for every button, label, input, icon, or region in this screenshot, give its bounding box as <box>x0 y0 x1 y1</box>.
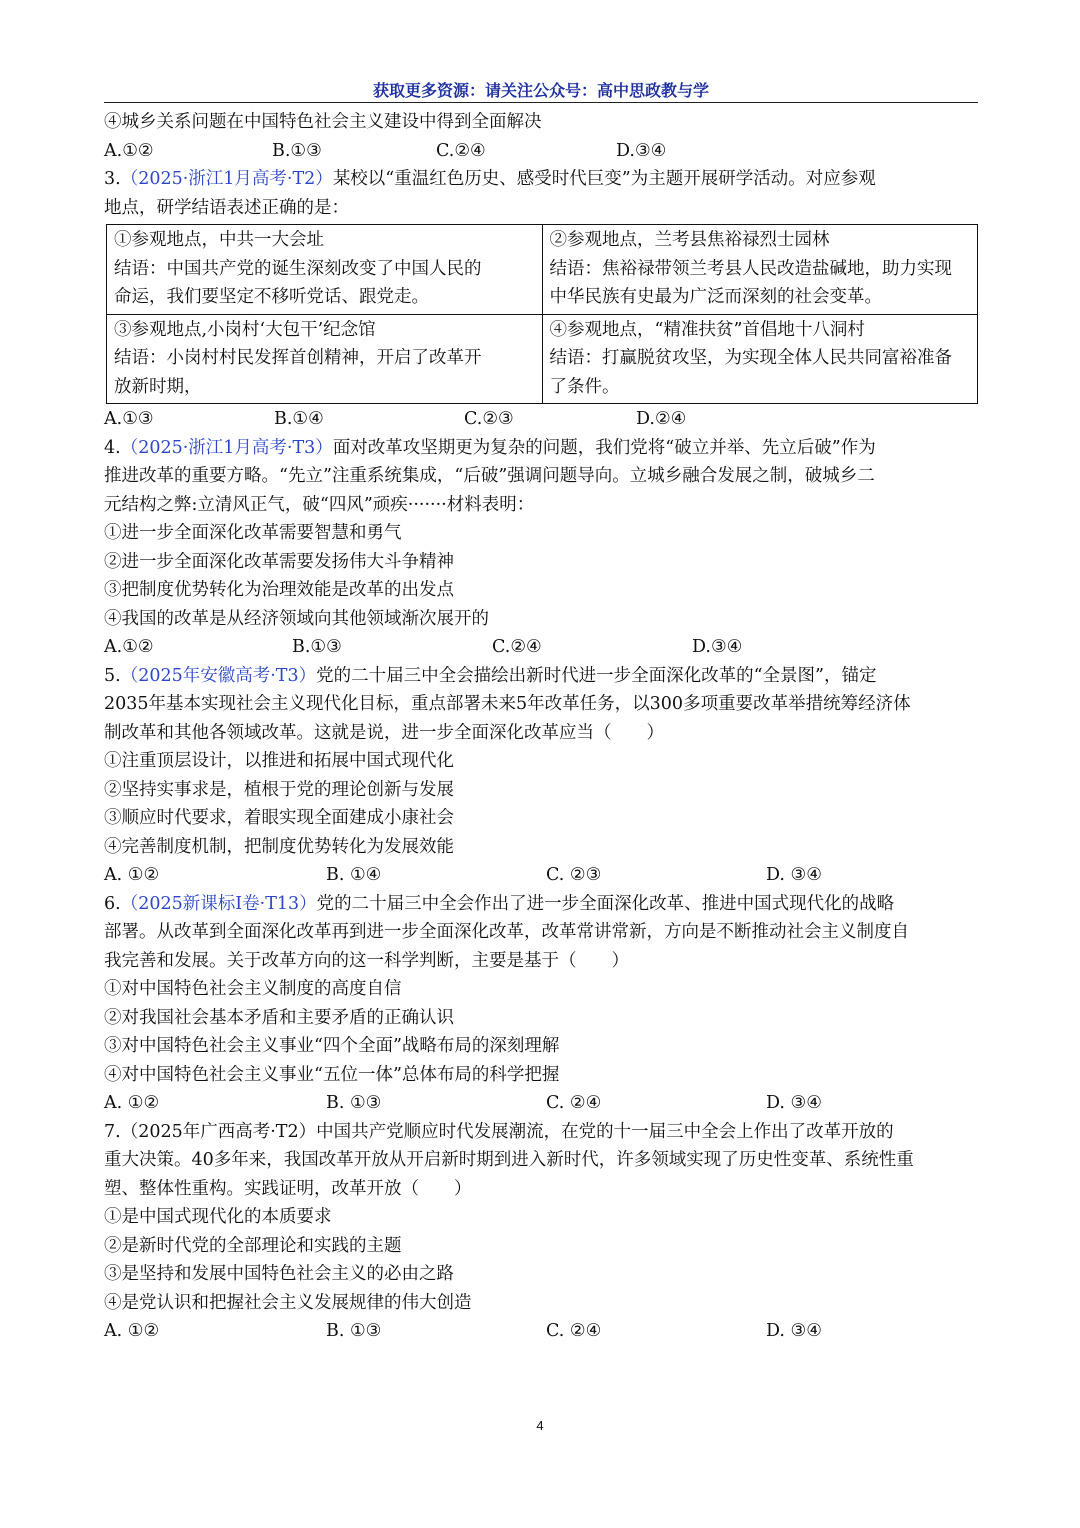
q3-options <box>104 405 978 434</box>
q5-item-3: ③顺应时代要求，着眼实现全面建成小康社会 <box>104 808 454 828</box>
q4-option-a: A.①② <box>104 637 154 657</box>
q7-option-b: B. ①③ <box>326 1321 382 1341</box>
q5-option-c: C. ②③ <box>546 865 602 885</box>
q7-stem-line-1 <box>104 1118 978 1147</box>
q6-number: 6. <box>104 893 121 914</box>
q4-option-b: B.①③ <box>292 637 342 657</box>
q4-item-3: ③把制度优势转化为治理效能是改革的出发点 <box>104 580 454 600</box>
q6-item-3: ③对中国特色社会主义事业“四个全面”战略布局的深刻理解 <box>104 1036 560 1056</box>
page-content <box>104 108 978 1346</box>
q3-cell-4 <box>542 314 978 404</box>
q7-option-d: D. ③④ <box>766 1321 822 1341</box>
q2-options <box>104 137 978 166</box>
q6-options <box>104 1089 978 1118</box>
q5-option-a: A. ①② <box>104 865 160 885</box>
q7-option-c: C. ②④ <box>546 1321 602 1341</box>
q3-stem-text: 某校以“重温红色历史、感受时代巨变”为主题开展研学活动。对应参观 <box>332 169 876 189</box>
q7-stem-line-2: 重大决策。40多年来，我国改革开放从开启新时期到进入新时代，许多领域实现了历史性变革、系统性重 <box>104 1150 914 1170</box>
q5-item-2: ②坚持实事求是，植根于党的理论创新与发展 <box>104 779 454 800</box>
q4-option-d: D.③④ <box>692 637 743 657</box>
q6-stem-line-2: 部署。从改革到全面深化改革再到进一步全面深化改革，改革常讲常新，方向是不断推动社会主义制度自 <box>104 922 909 942</box>
q4-stem-line-2: 推进改革的重要方略。“先立”注重系统集成，“后破”强调问题导向。立城乡融合发展之制，破城乡二 <box>104 466 875 486</box>
q3-source: （2025·浙江1月高考·T2） <box>120 169 333 189</box>
q5-stem-text: 党的二十届三中全会描绘出新时代进一步全面深化改革的“全景图”，锚定 <box>316 665 877 686</box>
q7-item-4: ④是党认识和把握社会主义发展规律的伟大创造 <box>104 1292 472 1313</box>
q3-cell-1 <box>107 225 543 315</box>
q6-option-d: D. ③④ <box>766 1093 822 1113</box>
q6-stem-text: 党的二十届三中全会作出了进一步全面深化改革、推进中国式现代化的战略 <box>316 893 895 914</box>
q6-item-4: ④对中国特色社会主义事业“五位一体”总体布局的科学把握 <box>104 1064 560 1085</box>
q3-option-c: C.②③ <box>464 409 514 429</box>
q4-item-2: ②进一步全面深化改革需要发扬伟大斗争精神 <box>104 551 454 572</box>
q5-stem-line-1 <box>104 662 978 691</box>
q4-option-c: C.②④ <box>492 637 542 657</box>
q4-number: 4. <box>104 437 121 458</box>
q2-option-b: B.①③ <box>272 140 322 161</box>
q3-cell-1-conclusion-a: 结语：中国共产党的诞生深刻改变了中国人民的 <box>114 258 482 279</box>
q4-stem-text: 面对改革攻坚期更为复杂的问题，我们党将“破立并举、先立后破”作为 <box>332 437 876 458</box>
q3-cell-1-conclusion-b: 命运，我们要坚定不移听党话、跟党走。 <box>114 287 429 307</box>
q6-option-b: B. ①③ <box>326 1093 382 1113</box>
q4-stem-line-3: 元结构之弊:立清风正气，破“四风”顽疾·······材料表明： <box>104 494 535 515</box>
q5-stem-line-2: 2035年基本实现社会主义现代化目标，重点部署未来5年改革任务，以300多项重要改革举措统筹经济体 <box>104 694 911 714</box>
q6-option-c: C. ②④ <box>546 1093 602 1113</box>
q7-options <box>104 1317 978 1346</box>
q3-cell-3-place: ③参观地点,小岗村‘大包干’纪念馆 <box>114 319 376 340</box>
q7-item-2: ②是新时代党的全部理论和实践的主题 <box>104 1235 402 1256</box>
q4-item-1: ①进一步全面深化改革需要智慧和勇气 <box>104 523 402 543</box>
q4-source: （2025·浙江1月高考·T3） <box>120 437 333 458</box>
q3-cell-3 <box>107 314 543 404</box>
q5-option-d: D. ③④ <box>766 865 822 885</box>
header-divider <box>104 102 978 103</box>
q4-stem-line-1 <box>104 434 978 463</box>
q3-stem-line-2: 地点，研学结语表述正确的是： <box>104 197 349 218</box>
q3-option-a: A.①③ <box>104 409 154 429</box>
q3-cell-3-conclusion-b: 放新时期， <box>114 376 202 397</box>
q7-stem-text: 中国共产党顺应时代发展潮流，在党的十一届三中全会上作出了改革开放的 <box>316 1121 894 1142</box>
q7-number: 7. <box>104 1121 121 1142</box>
q5-item-4: ④完善制度机制，把制度优势转化为发展效能 <box>104 836 454 857</box>
q6-item-1: ①对中国特色社会主义制度的高度自信 <box>104 979 402 999</box>
q3-cell-2 <box>542 225 978 315</box>
q2-option-d: D.③④ <box>616 140 667 161</box>
q3-number: 3. <box>104 169 121 189</box>
q3-option-d: D.②④ <box>636 409 687 429</box>
q3-stem-line-1 <box>104 165 978 194</box>
q3-cell-4-place: ④参观地点，“精准扶贫”首倡地十八洞村 <box>549 319 865 340</box>
q5-item-1: ①注重顶层设计，以推进和拓展中国式现代化 <box>104 751 454 771</box>
q6-stem-line-3: 我完善和发展。关于改革方向的这一科学判断，主要是基于（ ） <box>104 950 629 971</box>
q2-option-a: A.①② <box>104 140 154 161</box>
q7-option-a: A. ①② <box>104 1321 160 1341</box>
q3-cell-2-conclusion-b: 中华民族有史最为广泛而深刻的社会变革。 <box>549 287 882 307</box>
q3-cell-2-place: ②参观地点，兰考县焦裕禄烈士园林 <box>549 230 830 250</box>
page-number: 4 <box>536 1418 544 1433</box>
q6-option-a: A. ①② <box>104 1093 160 1113</box>
q5-number: 5. <box>104 665 121 686</box>
q4-item-4: ④我国的改革是从经济领域向其他领域渐次展开的 <box>104 608 489 629</box>
q3-visit-table <box>106 224 978 404</box>
q3-cell-3-conclusion-a: 结语：小岗村村民发挥首创精神，开启了改革开 <box>114 348 482 368</box>
q6-stem-line-1 <box>104 890 978 919</box>
q2-item-4: ④城乡关系问题在中国特色社会主义建设中得到全面解决 <box>104 112 542 132</box>
q6-source: （2025新课标I卷·T13） <box>120 893 317 914</box>
q3-cell-4-conclusion-a: 结语：打赢脱贫攻坚，为实现全体人民共同富裕准备 <box>549 348 952 368</box>
q3-cell-2-conclusion-a: 结语：焦裕禄带领兰考县人民改造盐碱地，助力实现 <box>549 258 952 279</box>
q6-item-2: ②对我国社会基本矛盾和主要矛盾的正确认识 <box>104 1007 454 1028</box>
q5-source: （2025年安徽高考·T3） <box>120 665 317 686</box>
q7-source: （2025年广西高考·T2） <box>120 1121 317 1142</box>
page-header-title: 获取更多资源：请关注公众号：高中思政教与学 <box>372 81 709 100</box>
q7-item-1: ①是中国式现代化的本质要求 <box>104 1207 332 1227</box>
q5-options <box>104 861 978 890</box>
q5-stem-line-3: 制改革和其他各领域改革。这就是说，进一步全面深化改革应当（ ） <box>104 722 664 743</box>
q3-option-b: B.①④ <box>274 409 324 429</box>
q2-option-c: C.②④ <box>436 140 486 161</box>
q5-option-b: B. ①④ <box>326 865 382 885</box>
q7-item-3: ③是坚持和发展中国特色社会主义的必由之路 <box>104 1264 454 1284</box>
q7-stem-line-3: 塑、整体性重构。实践证明，改革开放（ ） <box>104 1178 472 1199</box>
q4-options <box>104 633 978 662</box>
q3-cell-4-conclusion-b: 了条件。 <box>549 376 620 397</box>
q3-cell-1-place: ①参观地点，中共一大会址 <box>114 230 324 250</box>
